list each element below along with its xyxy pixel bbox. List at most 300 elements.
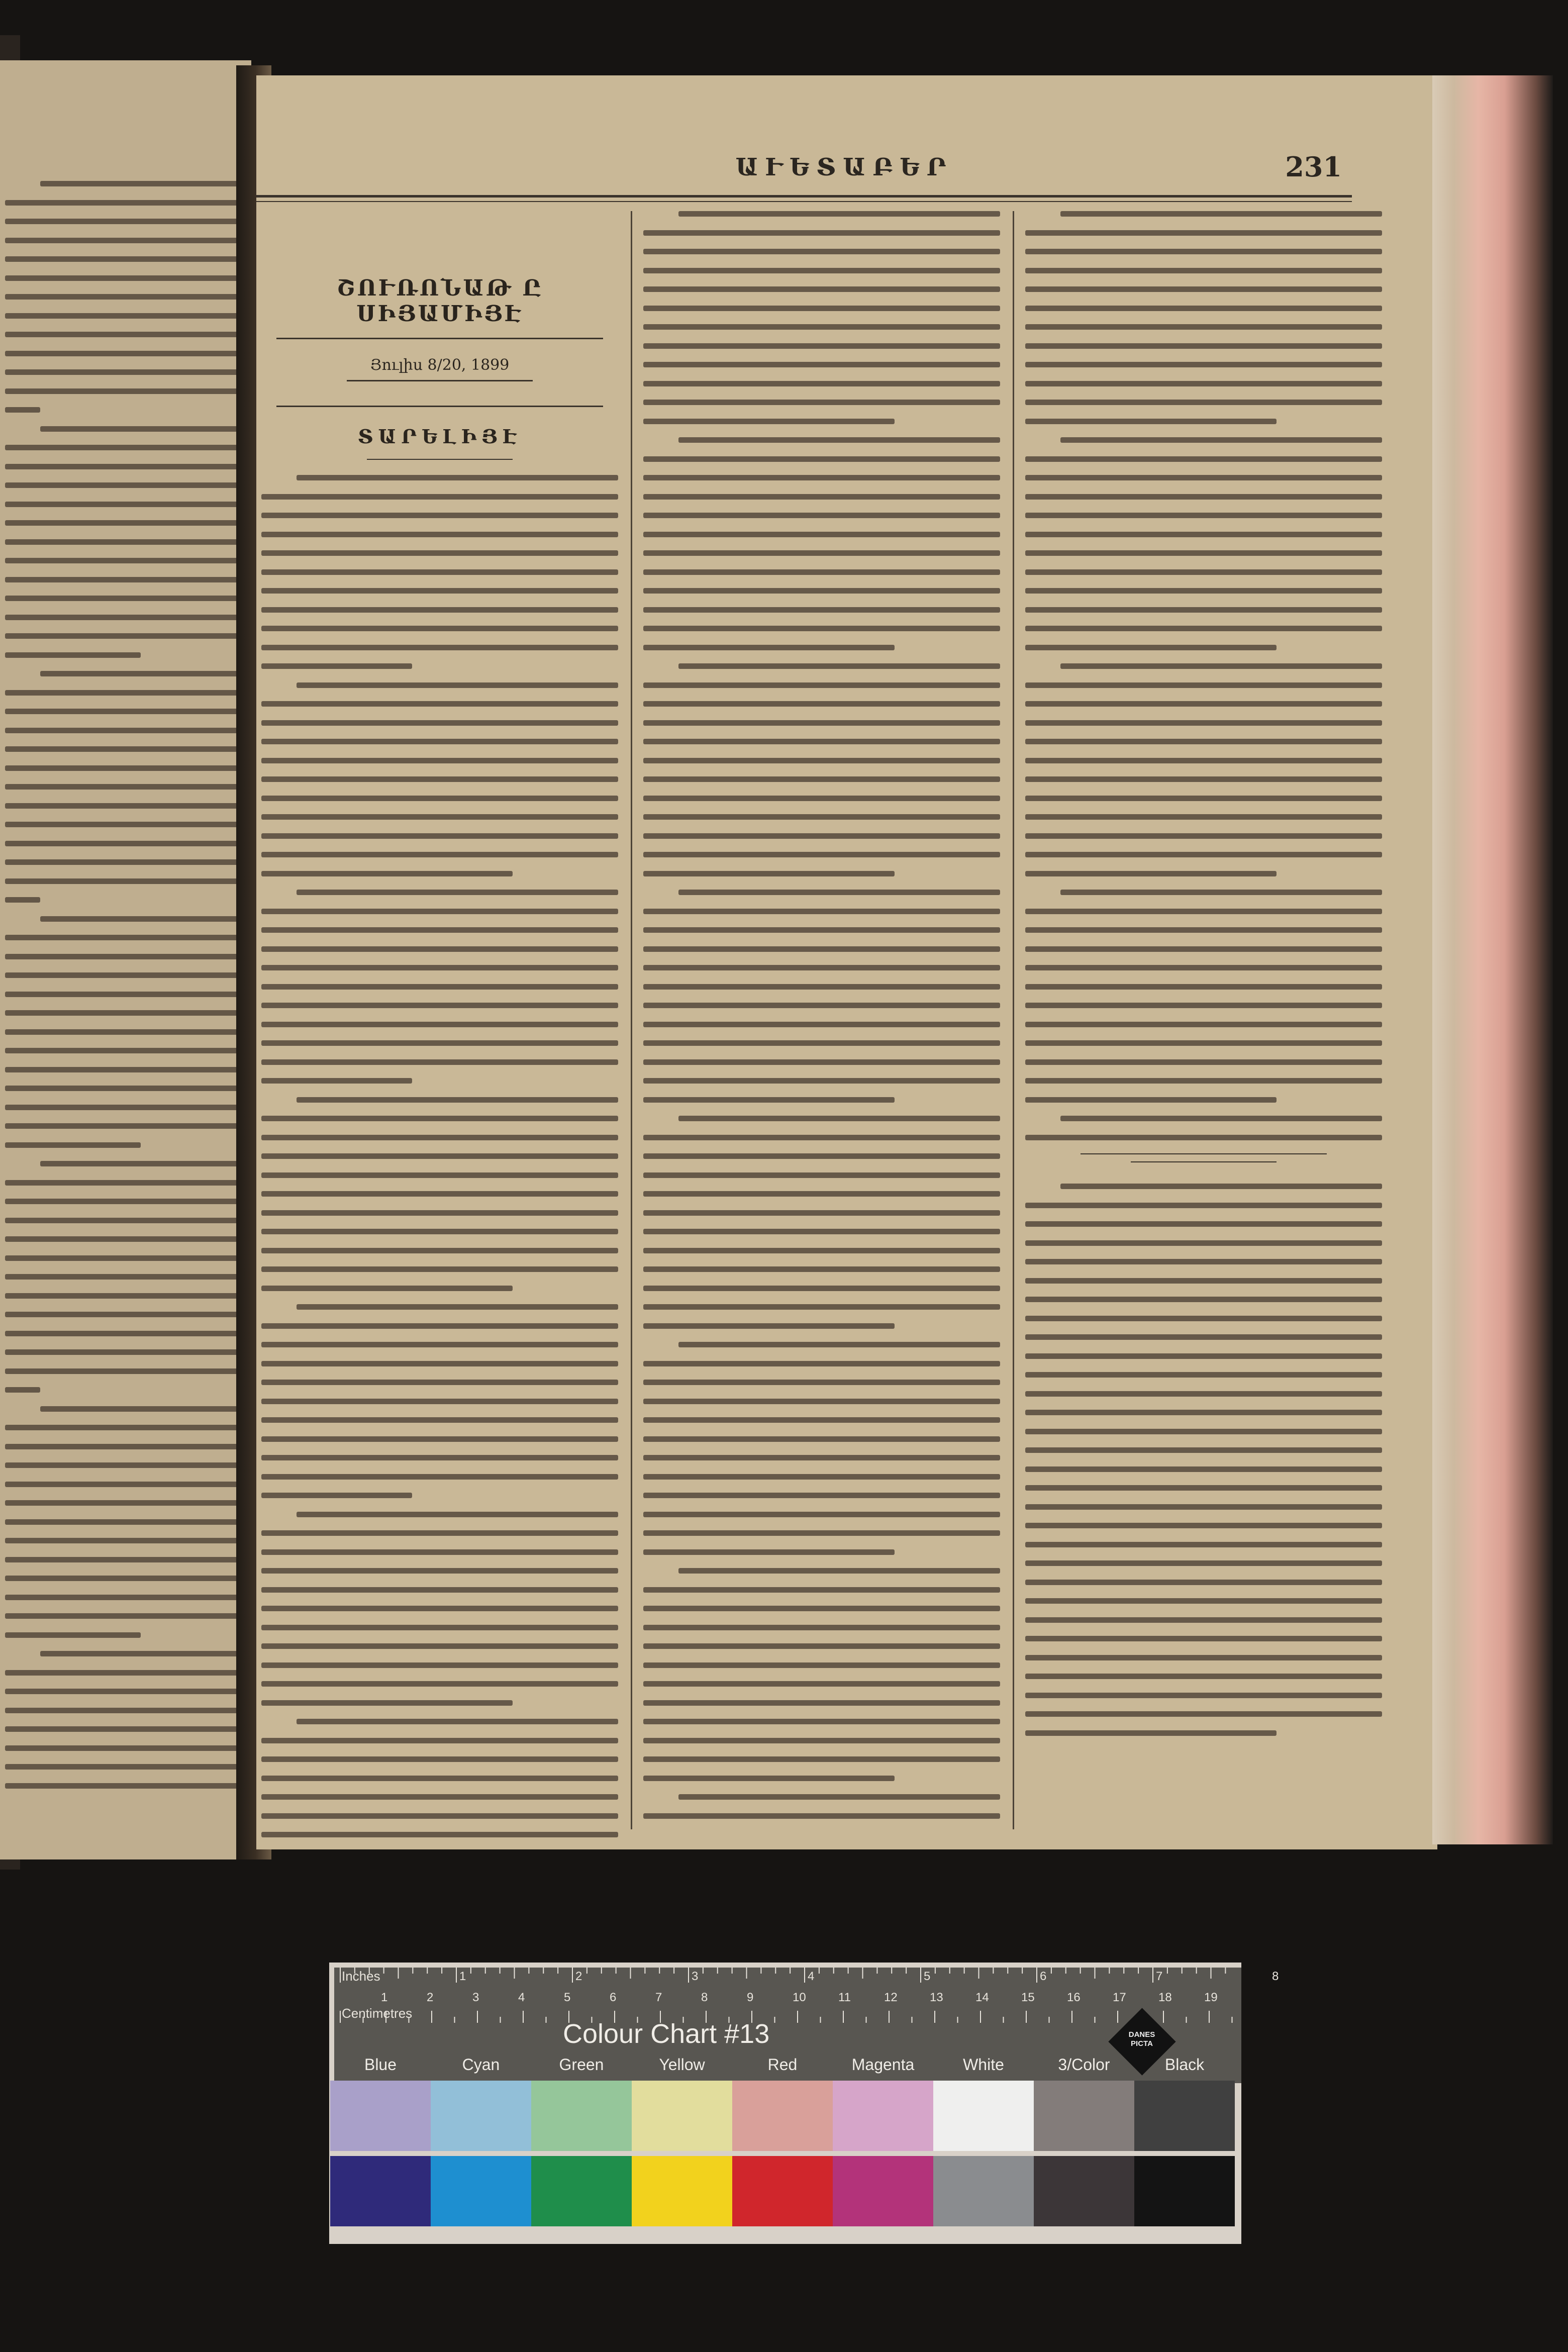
text-line (643, 1776, 895, 1781)
text-line (5, 992, 246, 997)
text-line (261, 1248, 618, 1253)
text-line (1025, 1240, 1382, 1246)
cm-number: 9 (747, 1991, 754, 2004)
text-line (5, 1613, 246, 1619)
column-3-upper-text (1020, 211, 1387, 1140)
text-line (5, 897, 40, 903)
text-line (678, 1116, 1000, 1121)
text-line (261, 909, 618, 914)
text-line (643, 852, 1000, 857)
text-line (5, 332, 246, 337)
text-line (1025, 324, 1382, 330)
patch-label-3-color: 3/Color (1058, 2055, 1110, 2074)
text-line (5, 1576, 246, 1581)
text-line (261, 1813, 618, 1819)
text-line (5, 1689, 246, 1694)
text-line (1025, 1542, 1382, 1547)
text-line (643, 909, 1000, 914)
colour-chart-title: Colour Chart #13 (563, 2019, 770, 2049)
text-line (1025, 909, 1382, 914)
text-line (643, 1078, 1000, 1084)
text-line (643, 1097, 895, 1103)
text-line (643, 1512, 1000, 1517)
text-line (1025, 946, 1382, 952)
text-line (5, 1708, 246, 1713)
text-line (1025, 1135, 1382, 1140)
text-line (643, 1266, 1000, 1272)
column-3-lower-text (1020, 1184, 1387, 1736)
text-line (261, 569, 618, 575)
text-line (643, 268, 1000, 273)
text-line (643, 1135, 1000, 1140)
text-line (643, 796, 1000, 801)
text-line (5, 1086, 246, 1091)
text-line (643, 400, 1000, 405)
text-line (1025, 1711, 1382, 1717)
text-line (1025, 532, 1382, 537)
patch-light-green (531, 2081, 632, 2151)
measurement-ruler (334, 1968, 1279, 2023)
text-line (297, 1512, 618, 1517)
text-line (1025, 513, 1382, 518)
text-line (261, 1606, 618, 1611)
text-line (5, 1142, 141, 1148)
text-line (643, 1361, 1000, 1366)
text-line (261, 1210, 618, 1216)
text-line (5, 313, 246, 319)
text-line (261, 1832, 618, 1837)
text-line (5, 1218, 246, 1223)
text-line (643, 588, 1000, 594)
text-line (1025, 1523, 1382, 1528)
column-3 (1020, 211, 1387, 1849)
cm-number: 18 (1158, 1991, 1172, 2004)
text-line (678, 437, 1000, 443)
patch-light-magenta (833, 2081, 933, 2151)
text-line (1025, 1447, 1382, 1453)
page-number: 231 (1285, 151, 1342, 183)
text-line (40, 426, 246, 432)
inch-number: 1 (459, 1970, 466, 1983)
text-line (643, 776, 1000, 782)
text-line (5, 1557, 246, 1562)
date-rule (347, 380, 533, 381)
article-title: ՇՈՒՌՈՆԱԹ Ը ՍԻՅԱՄԻՅԷ (336, 275, 543, 327)
text-line (5, 1783, 246, 1789)
text-line (297, 1097, 618, 1103)
text-line (643, 324, 1000, 330)
text-line (643, 1417, 1000, 1423)
section-heading: ՏԱՐԵԼԻՅԷ (357, 425, 522, 448)
text-line (5, 765, 246, 771)
inch-number: 6 (1040, 1970, 1047, 1983)
text-line (5, 652, 141, 658)
text-line (643, 1040, 1000, 1046)
text-line (5, 690, 246, 696)
text-line (1025, 1485, 1382, 1491)
text-line (1025, 419, 1277, 424)
text-line (1025, 268, 1382, 273)
text-line (40, 1161, 246, 1166)
text-line (643, 513, 1000, 518)
text-line (1025, 230, 1382, 236)
text-line (297, 1304, 618, 1310)
text-line (261, 1059, 618, 1065)
text-line (1025, 1617, 1382, 1623)
patch-label-blue: Blue (364, 2055, 397, 2074)
cm-number: 6 (610, 1991, 617, 2004)
text-line (643, 249, 1000, 254)
text-line (1025, 1334, 1382, 1340)
text-line (1025, 456, 1382, 462)
text-line (1025, 1259, 1382, 1264)
text-line (643, 1813, 1000, 1819)
text-line (1025, 1059, 1382, 1065)
text-line (5, 1519, 246, 1525)
text-line (643, 1681, 1000, 1687)
left-page-text (0, 60, 251, 1789)
text-line (261, 1342, 618, 1347)
text-line (643, 984, 1000, 990)
book-spine-edge (1432, 75, 1553, 1844)
text-line (1025, 362, 1382, 367)
patch-label-black: Black (1164, 2055, 1205, 2074)
text-line (1025, 1278, 1382, 1284)
text-line (261, 1361, 618, 1366)
text-line (643, 1587, 1000, 1593)
patch-label-cyan: Cyan (462, 2055, 500, 2074)
text-line (643, 1493, 1000, 1498)
column-divider-2 (1013, 211, 1014, 1829)
text-line (5, 1632, 141, 1638)
text-line (1025, 1203, 1382, 1208)
text-line (5, 1368, 246, 1374)
text-line (1025, 1466, 1382, 1472)
header-rule (256, 195, 1352, 198)
text-line (5, 596, 246, 601)
text-line (5, 1180, 246, 1186)
section-rule-bottom (367, 459, 513, 460)
text-line (261, 1530, 618, 1536)
text-line (643, 1738, 1000, 1743)
text-line (643, 1229, 1000, 1234)
text-line (261, 1323, 618, 1329)
text-line (40, 1651, 246, 1656)
text-line (5, 294, 246, 300)
article-date: Յուլիս 8/20, 1899 (370, 356, 510, 374)
text-line (5, 1538, 246, 1543)
text-line (678, 1568, 1000, 1574)
text-line (1060, 663, 1382, 669)
text-line (5, 1387, 40, 1393)
text-line (1025, 1221, 1382, 1227)
text-line (1025, 814, 1382, 820)
text-line (261, 607, 618, 613)
text-line (643, 1700, 1000, 1706)
text-line (5, 1199, 246, 1204)
text-line (643, 701, 1000, 707)
text-line (261, 796, 618, 801)
ruler-inches-label: Inches (342, 1969, 380, 1984)
text-line (5, 1105, 246, 1110)
text-line (1025, 984, 1382, 990)
text-line (643, 1248, 1000, 1253)
text-line (261, 532, 618, 537)
text-line (5, 539, 246, 545)
text-line (5, 1500, 246, 1506)
text-line (5, 1255, 246, 1261)
text-line (5, 388, 246, 394)
text-line (5, 1726, 246, 1732)
text-line (643, 550, 1000, 556)
text-line (5, 1123, 246, 1129)
text-line (1025, 776, 1382, 782)
text-line (261, 927, 618, 933)
right-page (256, 75, 1437, 1849)
cm-number: 4 (518, 1991, 525, 2004)
text-line (643, 343, 1000, 349)
text-line (261, 1172, 618, 1178)
text-line (261, 1078, 412, 1084)
text-line (1025, 343, 1382, 349)
text-line (261, 1681, 618, 1687)
text-line (1025, 1316, 1382, 1321)
text-line (1025, 1353, 1382, 1359)
text-line (1060, 890, 1382, 895)
text-line (1025, 1504, 1382, 1510)
text-line (643, 1756, 1000, 1762)
text-line (643, 927, 1000, 933)
text-line (1025, 1003, 1382, 1008)
text-line (5, 878, 246, 884)
text-line (643, 814, 1000, 820)
text-line (643, 381, 1000, 386)
text-line (5, 972, 246, 978)
inch-number: 8 (1272, 1970, 1279, 1983)
text-line (1025, 1636, 1382, 1641)
running-head-title: ԱՒԵՏԱԲԵՐ (735, 153, 953, 181)
column-3-separator-short (1131, 1161, 1277, 1162)
text-line (5, 1312, 246, 1317)
text-line (643, 1210, 1000, 1216)
inch-number: 7 (1156, 1970, 1163, 1983)
patch-label-green: Green (559, 2055, 604, 2074)
cm-number: 1 (381, 1991, 388, 2004)
text-line (5, 1595, 246, 1600)
text-line (261, 852, 618, 857)
text-line (1025, 1078, 1382, 1084)
text-line (5, 256, 246, 262)
text-line (261, 1040, 618, 1046)
title-rule (276, 338, 603, 339)
text-line (643, 607, 1000, 613)
text-line (643, 230, 1000, 236)
text-line (1025, 1693, 1382, 1698)
patch-light-cyan (431, 2081, 531, 2151)
text-line (5, 482, 246, 488)
text-line (1025, 1580, 1382, 1585)
text-line (5, 502, 246, 507)
patch-label-magenta: Magenta (851, 2055, 915, 2074)
text-line (643, 475, 1000, 480)
text-line (261, 1776, 618, 1781)
patch-label-yellow: Yellow (659, 2055, 705, 2074)
logo-text: DANES PICTA (1128, 2030, 1155, 2048)
patch-light-3-color (1034, 2081, 1134, 2151)
text-line (261, 1229, 618, 1234)
text-line (1025, 701, 1382, 707)
text-line (261, 739, 618, 744)
text-line (261, 1587, 618, 1593)
cm-number: 12 (884, 1991, 898, 2004)
text-line (643, 532, 1000, 537)
text-line (261, 513, 618, 518)
patch-dark-3-color (1034, 2156, 1134, 2226)
text-line (40, 671, 246, 676)
text-line (5, 1462, 246, 1468)
text-line (678, 663, 1000, 669)
text-line (1025, 965, 1382, 970)
text-line (5, 1067, 246, 1072)
cm-number: 14 (975, 1991, 989, 2004)
text-line (297, 890, 618, 895)
text-line (643, 1606, 1000, 1611)
cm-number: 7 (655, 1991, 662, 2004)
text-line (5, 1349, 246, 1355)
text-line (5, 1048, 246, 1053)
patch-dark-cyan (431, 2156, 531, 2226)
text-line (5, 219, 246, 224)
text-line (1025, 682, 1382, 688)
text-line (643, 494, 1000, 500)
text-line (643, 1625, 1000, 1630)
text-line (5, 1764, 246, 1770)
cm-number: 5 (564, 1991, 571, 2004)
text-line (1025, 1655, 1382, 1660)
text-line (5, 709, 246, 714)
text-line (261, 1455, 618, 1460)
cm-number: 16 (1067, 1991, 1081, 2004)
text-line (1025, 871, 1277, 876)
text-line (261, 1474, 618, 1480)
text-line (261, 1266, 618, 1272)
text-line (5, 445, 246, 450)
text-line (1025, 1429, 1382, 1434)
column-1 (256, 211, 623, 1849)
text-line (643, 626, 1000, 631)
inch-number: 5 (924, 1970, 931, 1983)
patch-dark-white (933, 2156, 1034, 2226)
column-2 (638, 211, 1005, 1849)
text-line (5, 1236, 246, 1242)
text-line (297, 475, 618, 480)
cm-number: 17 (1113, 1991, 1126, 2004)
text-line (1025, 758, 1382, 763)
text-line (261, 758, 618, 763)
text-line (5, 1010, 246, 1016)
text-line (5, 200, 246, 206)
text-line (1025, 400, 1382, 405)
text-line (643, 306, 1000, 311)
text-line (1025, 1730, 1277, 1736)
text-line (5, 558, 246, 563)
text-line (1025, 626, 1382, 631)
text-line (1025, 1022, 1382, 1027)
text-line (261, 1662, 618, 1668)
text-line (40, 1406, 246, 1412)
text-line (5, 1745, 246, 1751)
inch-number: 3 (692, 1970, 699, 1983)
text-line (1025, 796, 1382, 801)
section-rule-top (276, 406, 603, 407)
text-line (1025, 1560, 1382, 1566)
text-line (5, 369, 246, 375)
text-line (261, 1493, 412, 1498)
text-line (1025, 550, 1382, 556)
text-line (297, 682, 618, 688)
text-line (1025, 569, 1382, 575)
text-line (1060, 1116, 1382, 1121)
text-line (40, 916, 246, 922)
text-line (678, 890, 1000, 895)
cm-number: 11 (838, 1991, 851, 2004)
text-line (643, 758, 1000, 763)
text-line (261, 1625, 618, 1630)
patch-label-red: Red (767, 2055, 798, 2074)
text-line (261, 550, 618, 556)
cm-number: 2 (427, 1991, 434, 2004)
text-line (643, 645, 895, 650)
text-line (1025, 852, 1382, 857)
text-line (5, 577, 246, 582)
text-line (261, 1568, 618, 1574)
text-line (5, 1274, 246, 1280)
cm-number: 10 (793, 1991, 806, 2004)
text-line (643, 1022, 1000, 1027)
text-line (643, 833, 1000, 839)
text-line (261, 1380, 618, 1385)
text-line (643, 569, 1000, 575)
text-line (261, 720, 618, 726)
text-line (5, 728, 246, 733)
text-line (1025, 645, 1277, 650)
text-line (1060, 1184, 1382, 1189)
text-line (643, 1003, 1000, 1008)
patch-dark-black (1134, 2156, 1235, 2226)
text-line (5, 954, 246, 959)
cm-number: 8 (701, 1991, 708, 2004)
text-line (643, 419, 895, 424)
text-line (261, 1417, 618, 1423)
text-line (5, 351, 246, 356)
text-line (643, 1191, 1000, 1197)
text-line (261, 1191, 618, 1197)
text-line (1025, 1097, 1277, 1103)
text-line (643, 871, 895, 876)
column-divider-1 (631, 211, 632, 1829)
text-line (261, 645, 618, 650)
text-line (261, 946, 618, 952)
text-line (261, 1738, 618, 1743)
text-line (1060, 211, 1382, 217)
header-rule-thin (256, 201, 1352, 202)
text-line (5, 615, 246, 620)
text-line (643, 965, 1000, 970)
text-line (261, 1643, 618, 1649)
text-line (1025, 833, 1382, 839)
text-line (643, 1474, 1000, 1480)
text-line (261, 494, 618, 500)
